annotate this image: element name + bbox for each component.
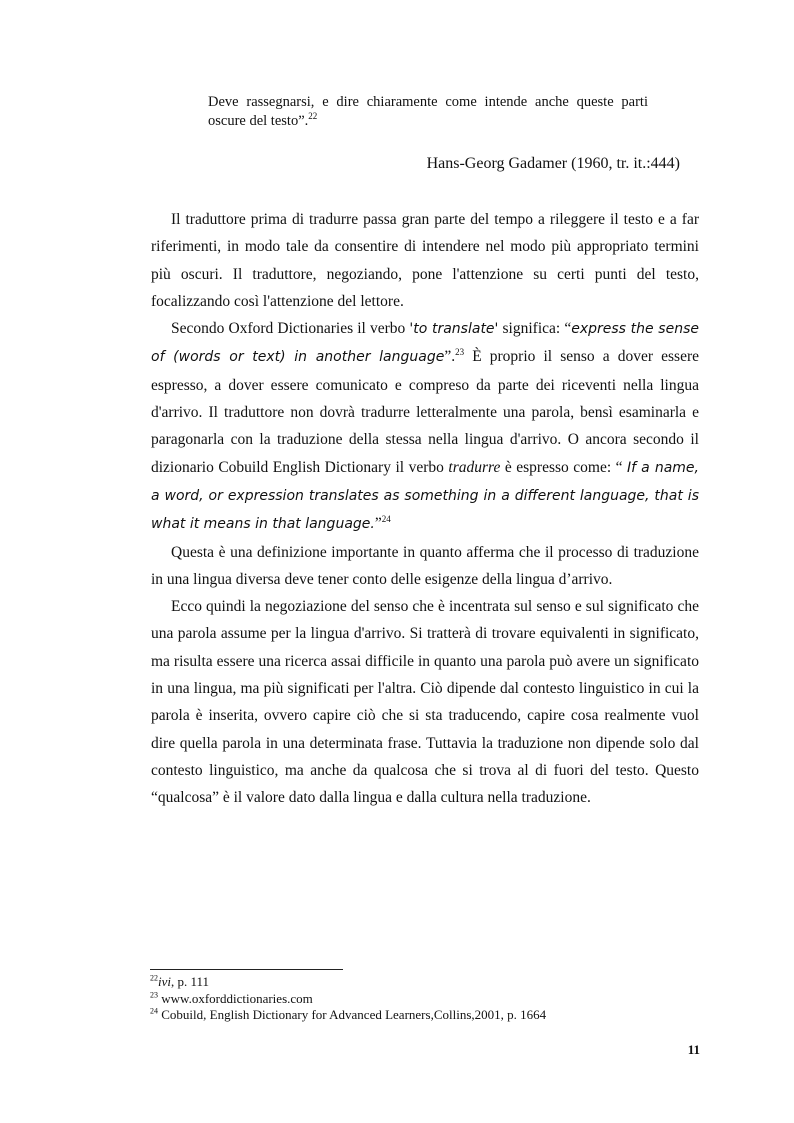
term-to-translate: 'to translate' [409, 321, 499, 338]
footnote-ref-22[interactable]: 22 [308, 111, 318, 122]
paragraph-1: Il traduttore prima di tradurre passa gran parte del tempo a rileggere il testo e a far riferimenti, in modo tale da consentire di intendere nel modo più appropriato termini più oscuri. Il traduttore, negoziando, pone l'attenzione su certi punti del testo, focalizzando così l'attenzione del lettore. [151, 211, 699, 310]
paragraph-4: Ecco quindi la negoziazione del senso che è incentrata sul senso e sul significato che una parola assume per la lingua d'arrivo. Si tratterà di trovare equivalenti in significato, ma risulta essere una ricerca assai difficile in quanto una parola può avere un significato in una lingua, ma più significati per l'altra. Ciò dipende dal contesto linguistico in cui la parola è inserita, ovvero capire ciò che si sta traducendo, capire cosa realmente vuol dire quella parola in una determinata frase. Tuttavia la traduzione non dipende solo dal contesto linguistico, ma anche da qualcosa che si trova al di fuori del testo. Questo “qualcosa” è il valore dato dalla lingua e dalla cultura nella traduzione. [151, 598, 699, 807]
footnote-ref-24[interactable]: 24 [381, 514, 391, 525]
main-text [151, 206, 699, 812]
term-tradurre: tradurre [448, 458, 501, 476]
quote-attribution: Hans-Georg Gadamer (1960, tr. it.:444) [426, 155, 680, 172]
footnote-22: $^{22}$ivi, p. 111 [150, 973, 210, 989]
quote-text: Deve rassegnarsi, e dire chiaramente come intende anche queste parti oscure del testo”. [208, 94, 648, 129]
paragraph-3: Questa è una definizione importante in quanto afferma che il processo di traduzione in una lingua diversa deve tener conto delle esigenze della lingua d’arrivo. [151, 543, 699, 588]
block-quote [208, 93, 648, 131]
footnote-separator [150, 969, 343, 970]
footnote-link[interactable]: www.oxforddictionaries.com [161, 990, 313, 1006]
footnote-ref-23[interactable]: 23 [455, 347, 465, 358]
oxford-definition: express the sense of (words or text) in another language [151, 321, 699, 366]
page-number: 11 [687, 1042, 700, 1057]
footnote-24: $^{24}$ Cobuild, English Dictionary for Advanced Learners,Collins,2001, p. 1664 [150, 1006, 547, 1022]
cobuild-definition: If a name, a word, or expression translates as something in a different language, that is what it means in that language. [151, 459, 699, 533]
paragraph-2: Secondo Oxford Dictionaries il verbo 'to translate' significa: “express the sense of (words or text) in another language”.$^{23}$ È proprio il senso a dover essere espresso, a dover essere comunicato e compreso da parte dei riceventi nella lingua d'arrivo. Il traduttore non dovrà tradurre letteralmente una parola, bensì esaminarla e paragonarla con la traduzione della stessa nella lingua d'arrivo. O ancora secondo il dizionario Cobuild English Dictionary il verbo tradurre è espresso come: “ If a name, a word, or expression translates as something in a different language, that is what it means in that language.”$^{24}$ [151, 320, 699, 533]
footnote-23: $^{23}$ www.oxforddictionaries.com [150, 990, 313, 1006]
footnotes [150, 974, 710, 1024]
